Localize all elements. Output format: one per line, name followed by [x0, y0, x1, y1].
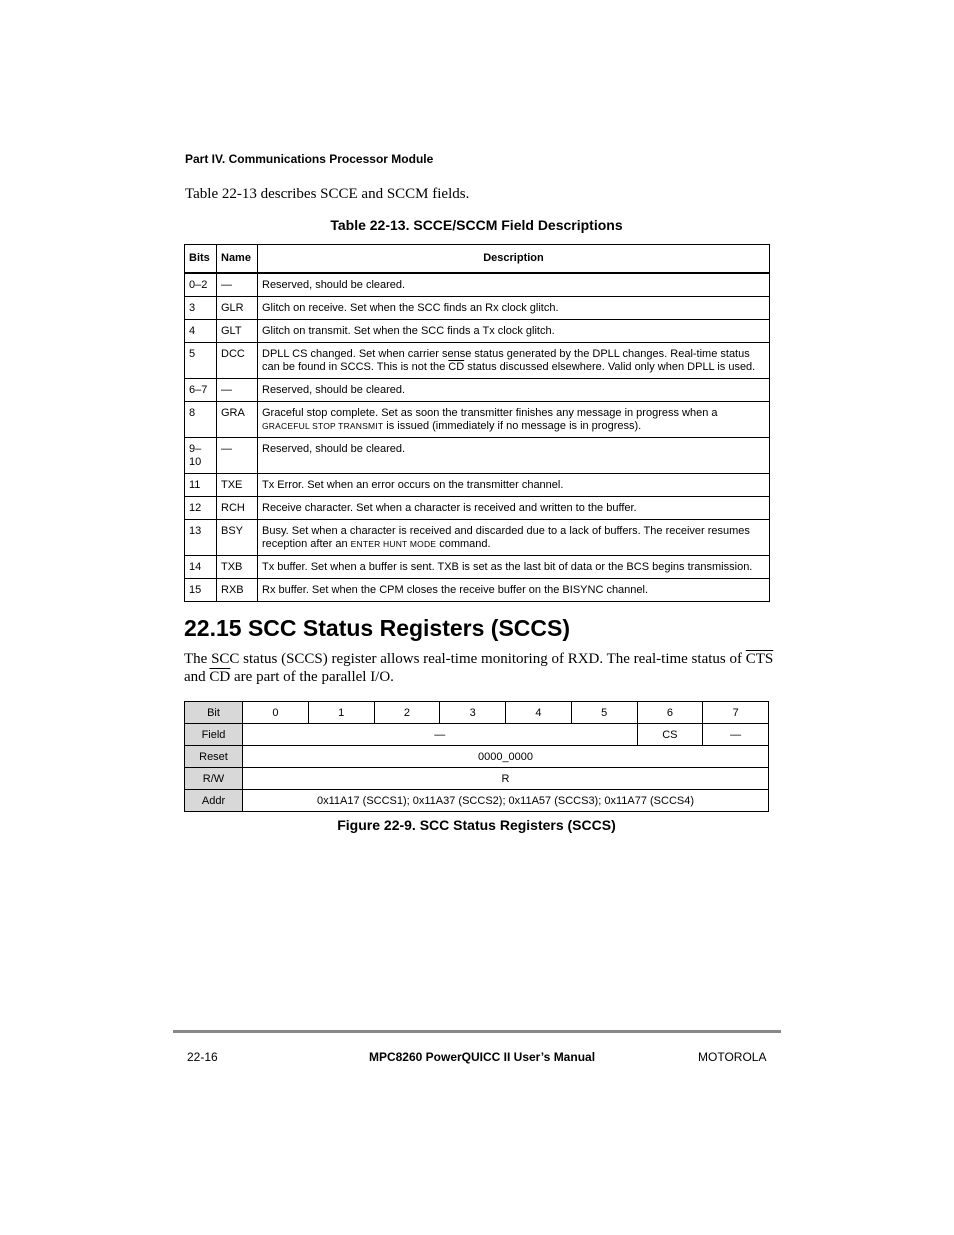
cts-signal: $\overline{CTS}$: [745, 651, 774, 667]
table-row: [185, 556, 770, 579]
bit-number: 4: [506, 702, 572, 724]
col-header-description: Description: [258, 245, 770, 274]
cell-description: Rx buffer. Set when the CPM closes the receive buffer on the BISYNC channel.: [258, 579, 770, 602]
cell-bits: 5: [185, 343, 217, 379]
figure-caption: Figure 22-9. SCC Status Registers (SCCS): [337, 817, 616, 833]
register-field-row: [185, 724, 769, 746]
cell-description: [258, 402, 770, 438]
rw-value: R: [243, 768, 769, 790]
cell-name: BSY: [217, 520, 258, 556]
cell-bits: 8: [185, 402, 217, 438]
register-addr-row: [185, 790, 769, 812]
table-title: Table 22-13. SCCE/SCCM Field Descriptions: [330, 217, 623, 233]
table-row: [185, 520, 770, 556]
reset-value: 0000_0000: [243, 746, 769, 768]
cell-bits: 15: [185, 579, 217, 602]
table-row: [185, 497, 770, 520]
cell-bits: 6–7: [185, 379, 217, 402]
table-header-row: [185, 245, 770, 274]
cell-description: [258, 343, 770, 379]
cell-name: —: [217, 379, 258, 402]
cell-name: RXB: [217, 579, 258, 602]
desc-text: Graceful stop complete. Set as soon the transmitter finishes any message in progress when a: [262, 407, 718, 419]
table-row: [185, 438, 770, 474]
cell-bits: 4: [185, 320, 217, 343]
register-rw-row: [185, 768, 769, 790]
cell-name: —: [217, 438, 258, 474]
addr-value: 0x11A17 (SCCS1); 0x11A37 (SCCS2); 0x11A57 (SCCS3); 0x11A77 (SCCS4): [243, 790, 769, 812]
table-row: [185, 379, 770, 402]
cell-bits: 9–10: [185, 438, 217, 474]
page-number: 22-16: [187, 1050, 218, 1064]
cell-description: Tx buffer. Set when a buffer is sent. TXB is set as the last bit of data or the BCS begins transmission.: [258, 556, 770, 579]
field-reserved: —: [243, 724, 638, 746]
register-bit-row: [185, 702, 769, 724]
desc-text: Busy. Set when a character is received and discarded due to a lack of buffers. The receiver resumes reception after an: [262, 525, 750, 550]
row-label-addr: Addr: [185, 790, 243, 812]
cell-description: Reserved, should be cleared.: [258, 438, 770, 474]
field-cs: CS: [637, 724, 703, 746]
field-reserved-last: —: [703, 724, 769, 746]
row-label-field: Field: [185, 724, 243, 746]
cell-description: Reserved, should be cleared.: [258, 379, 770, 402]
bit-number: 3: [440, 702, 506, 724]
cell-name: GLR: [217, 297, 258, 320]
desc-text: command.: [436, 538, 491, 550]
table-row: [185, 320, 770, 343]
para-text: are part of the parallel I/O.: [230, 669, 394, 685]
bit-number: 5: [571, 702, 637, 724]
cd-signal: $\overline{CD}$: [448, 361, 465, 373]
cell-bits: 0–2: [185, 273, 217, 297]
cell-name: RCH: [217, 497, 258, 520]
desc-text: status discussed elsewhere. Valid only when DPLL is used.: [464, 361, 756, 373]
table-row: [185, 273, 770, 297]
cell-description: Reserved, should be cleared.: [258, 273, 770, 297]
cell-name: —: [217, 273, 258, 297]
para-text: The SCC status (SCCS) register allows real-time monitoring of RXD. The real-time status of: [184, 651, 746, 667]
bit-number: 2: [374, 702, 440, 724]
row-label-bit: Bit: [185, 702, 243, 724]
table-row: [185, 579, 770, 602]
cell-name: TXB: [217, 556, 258, 579]
col-header-name: Name: [217, 245, 258, 274]
cell-description: Glitch on transmit. Set when the SCC finds a Tx clock glitch.: [258, 320, 770, 343]
section-heading: 22.15 SCC Status Registers (SCCS): [184, 615, 571, 641]
table-row: [185, 343, 770, 379]
bit-number: 6: [637, 702, 703, 724]
cell-bits: 13: [185, 520, 217, 556]
brand-name: MOTOROLA: [698, 1050, 767, 1064]
col-header-bits: Bits: [185, 245, 217, 274]
table-row: [185, 474, 770, 497]
cell-bits: 11: [185, 474, 217, 497]
cell-description: [258, 520, 770, 556]
cell-description: Glitch on receive. Set when the SCC finds an Rx clock glitch.: [258, 297, 770, 320]
bit-number: 0: [243, 702, 309, 724]
footer-rule: [173, 1030, 781, 1033]
cell-bits: 12: [185, 497, 217, 520]
section-paragraph: [184, 650, 774, 686]
cell-bits: 3: [185, 297, 217, 320]
register-reset-row: [185, 746, 769, 768]
command-name: ENTER HUNT MODE: [350, 539, 437, 549]
cd-signal: $\overline{CD}$: [209, 669, 231, 685]
command-name: GRACEFUL STOP TRANSMIT: [262, 421, 384, 431]
row-label-rw: R/W: [185, 768, 243, 790]
register-diagram: [184, 701, 769, 812]
table-row: [185, 402, 770, 438]
field-description-table: [184, 244, 770, 602]
para-text: and: [184, 669, 210, 685]
cell-name: DCC: [217, 343, 258, 379]
desc-text: is issued (immediately if no message is in progress).: [383, 420, 642, 432]
cell-description: Tx Error. Set when an error occurs on the transmitter channel.: [258, 474, 770, 497]
cell-name: TXE: [217, 474, 258, 497]
cell-name: GRA: [217, 402, 258, 438]
table-row: [185, 297, 770, 320]
running-header: Part IV. Communications Processor Module: [185, 152, 434, 166]
cell-bits: 14: [185, 556, 217, 579]
cell-name: GLT: [217, 320, 258, 343]
desc-text: DPLL CS changed. Set when carrier sense status generated by the DPLL changes. Real-time status can be found in SCCS. This is not the: [262, 348, 750, 373]
bit-number: 1: [308, 702, 374, 724]
manual-title: MPC8260 PowerQUICC II User’s Manual: [368, 1050, 596, 1064]
cell-description: Receive character. Set when a character is received and written to the buffer.: [258, 497, 770, 520]
row-label-reset: Reset: [185, 746, 243, 768]
intro-sentence: Table 22-13 describes SCCE and SCCM fields.: [185, 186, 470, 202]
bit-number: 7: [703, 702, 769, 724]
